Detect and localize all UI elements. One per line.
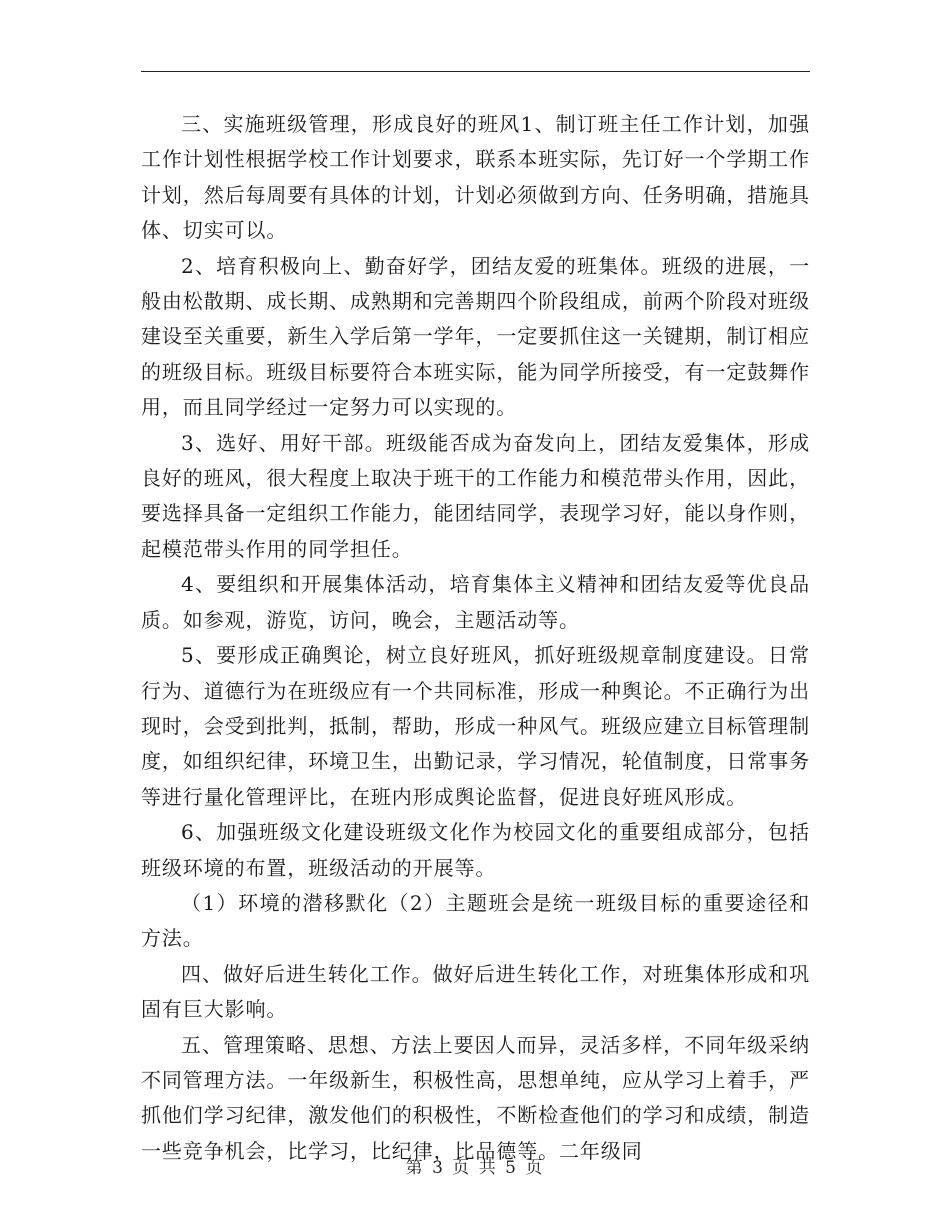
paragraph-class-management: 三、实施班级管理，形成良好的班风1、制订班主任工作计划，加强工作计划性根据学校工作计划要求，联系本班实际，先订好一个学期工作计划，然后每周要有具体的计划，计划必须做到方向、任务明确，措施具体、切实可以。 <box>141 112 810 243</box>
paragraph-environment-theme: （1）环境的潜移默化（2）主题班会是统一班级目标的重要途径和方法。 <box>141 890 810 951</box>
paragraph-collective-activities: 4、要组织和开展集体活动，培育集体主义精神和团结友爱等优良品质。如参观，游览，访问，晚会，主题活动等。 <box>141 572 810 632</box>
paragraph-class-culture: 6、加强班级文化建设班级文化作为校园文化的重要组成部分，包括班级环境的布置，班级活动的开展等。 <box>141 820 810 880</box>
paragraph-public-opinion: 5、要形成正确舆论，树立良好班风，抓好班级规章制度建设。日常行为、道德行为在班级应有一个共同标准，形成一种舆论。不正确行为出现时，会受到批判，抵制，帮助，形成一种风气。班级应建立目标管理制度，如组织纪律，环境卫生，出勤记录，学习情况，轮值制度，日常事务等进行量化管理评比，在班内形成舆论监督，促进良好班风形成。 <box>141 643 810 809</box>
header-rule <box>141 71 810 72</box>
paragraph-management-strategy: 五、管理策略、思想、方法上要因人而异，灵活多样，不同年级采纳不同管理方法。一年级新生，积极性高，思想单纯，应从学习上着手，严抓他们学习纪律，激发他们的积极性，不断检查他们的学习和成绩，制造一些竞争机会，比学习，比纪律，比品德等。二年级同 <box>141 1032 810 1163</box>
paragraph-select-cadres: 3、选好、用好干部。班级能否成为奋发向上，团结友爱集体，形成良好的班风，很大程度上取决于班干的工作能力和模范带头作用，因此，要选择具备一定组织工作能力，能团结同学，表现学习好，能以身作则，起模范带头作用的同学担任。 <box>141 430 810 561</box>
paragraph-cultivate-collective: 2、培育积极向上、勤奋好学，团结友爱的班集体。班级的进展，一般由松散期、成长期、成熟期和完善期四个阶段组成，前两个阶段对班级建设至关重要，新生入学后第一学年，一定要抓住这一关键期，制订相应的班级目标。班级目标要符合本班实际，能为同学所接受，有一定鼓舞作用，而且同学经过一定努力可以实现的。 <box>141 253 810 420</box>
document-body <box>141 107 810 1169</box>
paragraph-lagging-students: 四、做好后进生转化工作。做好后进生转化工作，对班集体形成和巩固有巨大影响。 <box>141 961 810 1022</box>
page-number-footer: 第 3 页 共 5 页 <box>405 1158 545 1178</box>
